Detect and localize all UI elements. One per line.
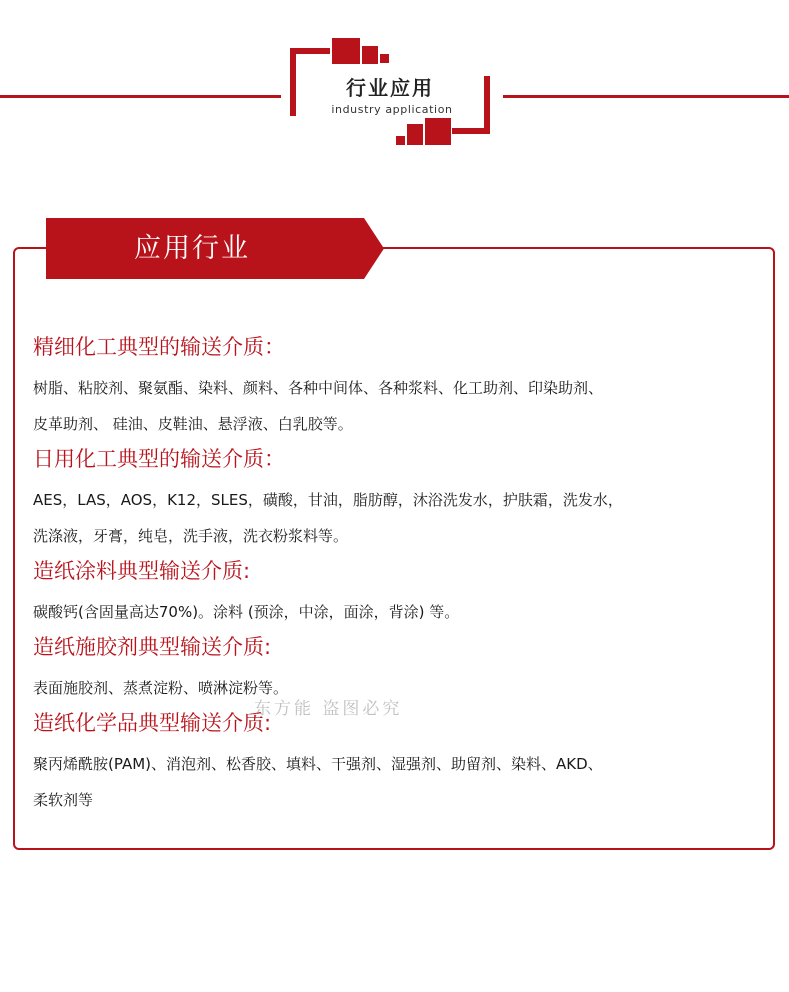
section-body-line: 聚丙烯酰胺(PAM)、消泡剂、松香胶、填料、干强剂、湿强剂、助留剂、染料、AKD、 — [33, 755, 603, 773]
panel-tab-label: 应用行业 — [134, 233, 250, 264]
section-body — [33, 746, 753, 818]
section-body-line: 碳酸钙(含固量高达70%)。涂料 (预涂，中涂，面涂，背涂) 等。 — [33, 603, 460, 621]
section-header-badge — [290, 36, 492, 146]
section-title: 日用化工典型的输送介质： — [33, 447, 285, 471]
section-daily-chemical — [33, 446, 753, 554]
section-title: 造纸化学品典型输送介质: — [33, 711, 272, 735]
section-body — [33, 482, 753, 554]
section-body-line: 洗涤液，牙膏，纯皂，洗手液，洗衣粉浆料等。 — [33, 527, 349, 545]
section-body — [33, 370, 753, 442]
section-body-line: 树脂、粘胶剂、聚氨酯、染料、颜料、各种中间体、各种浆料、化工助剂、印染助剂、 — [33, 379, 604, 397]
section-title: 精细化工典型的输送介质： — [33, 335, 285, 359]
section-paper-sizing — [33, 634, 753, 706]
media-list — [33, 334, 753, 822]
section-title: 造纸涂料典型输送介质: — [33, 559, 251, 583]
section-body-line: 表面施胶剂、蒸煮淀粉、喷淋淀粉等。 — [33, 679, 289, 697]
section-body — [33, 594, 753, 630]
section-title: 造纸施胶剂典型输送介质: — [33, 635, 272, 659]
header-rule-right — [503, 95, 789, 98]
header-rule-left — [0, 95, 281, 98]
section-body-line: 柔软剂等 — [33, 791, 94, 809]
section-body-line: AES，LAS，AOS，K12，SLES，磺酸，甘油，脂肪醇，沐浴洗发水，护肤霜，洗发水， — [33, 491, 623, 509]
section-paper-coating — [33, 558, 753, 630]
section-body-line: 皮革助剂、 硅油、皮鞋油、悬浮液、白乳胶等。 — [33, 415, 353, 433]
panel-tab — [46, 218, 384, 279]
section-paper-chemicals — [33, 710, 753, 818]
watermark: 东方能 盗图必究 — [254, 699, 403, 719]
section-fine-chemical — [33, 334, 753, 442]
page-subtitle: industry application — [331, 103, 453, 116]
page-title: 行业应用 — [346, 76, 434, 100]
